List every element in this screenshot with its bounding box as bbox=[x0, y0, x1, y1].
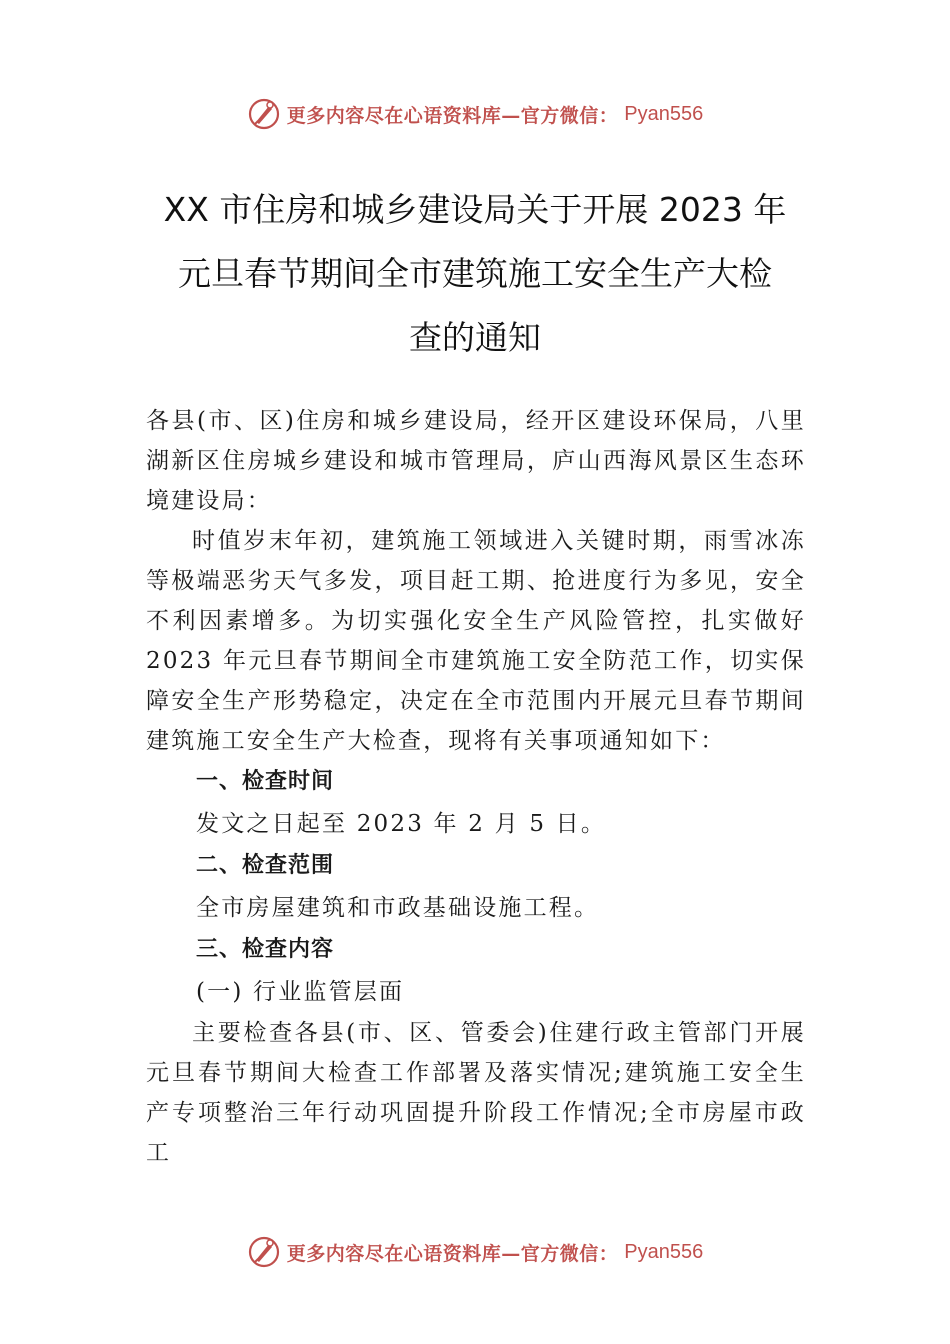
section-heading-scope: 二、检查范围 bbox=[196, 853, 335, 878]
banner-text: 更多内容尽在心语资料库—官方微信： bbox=[286, 104, 619, 127]
section-time-paragraph: 发文之日起至 2023 年 2 月 5 日。 bbox=[196, 811, 607, 837]
title-line-1: XX 市住房和城乡建设局关于开展 2023 年 bbox=[163, 190, 787, 229]
header-watermark-banner bbox=[0, 94, 950, 134]
banner-account: Pyan556 bbox=[624, 1240, 704, 1263]
title-line-2: 元旦春节期间全市建筑施工安全生产大检 bbox=[178, 254, 772, 293]
quill-pen-logo-icon bbox=[247, 1235, 281, 1269]
footer-watermark-banner bbox=[0, 1232, 950, 1272]
section-scope-paragraph: 全市房屋建筑和市政基础设施工程。 bbox=[196, 895, 600, 921]
title-line-3: 查的通知 bbox=[409, 318, 541, 357]
intro-paragraph: 时值岁末年初，建筑施工领域进入关键时期，雨雪冰冻等极端恶劣天气多发，项目赶工期、抢进度行为多见，安全不利因素增多。为切实强化安全生产风险管控，扎实做好 2023 年元旦春节期间全市建筑施工安全防范工作，切实保障安全生产形势稳定，决定在全市范围内开展元旦春节期间建筑施工安全生产大检查，现将有关事项通知如下： bbox=[146, 528, 806, 754]
banner-account: Pyan556 bbox=[624, 102, 704, 125]
supervision-paragraph: 主要检查各县(市、区、管委会)住建行政主管部门开展元旦春节期间大检查工作部署及落实情况;建筑施工安全生产专项整治三年行动巩固提升阶段工作情况;全市房屋市政工 bbox=[146, 1020, 806, 1166]
banner-text: 更多内容尽在心语资料库—官方微信： bbox=[286, 1242, 619, 1265]
addressees-paragraph: 各县(市、区)住房和城乡建设局，经开区建设环保局，八里湖新区住房城乡建设和城市管理局，庐山西海风景区生态环境建设局： bbox=[146, 408, 806, 514]
section-heading-time: 一、检查时间 bbox=[196, 769, 335, 794]
subsection-heading-supervision: (一) 行业监管层面 bbox=[196, 979, 405, 1005]
section-heading-content: 三、检查内容 bbox=[196, 937, 335, 962]
quill-pen-logo-icon bbox=[247, 97, 281, 131]
document-body bbox=[146, 401, 806, 1173]
document-title bbox=[145, 178, 805, 370]
